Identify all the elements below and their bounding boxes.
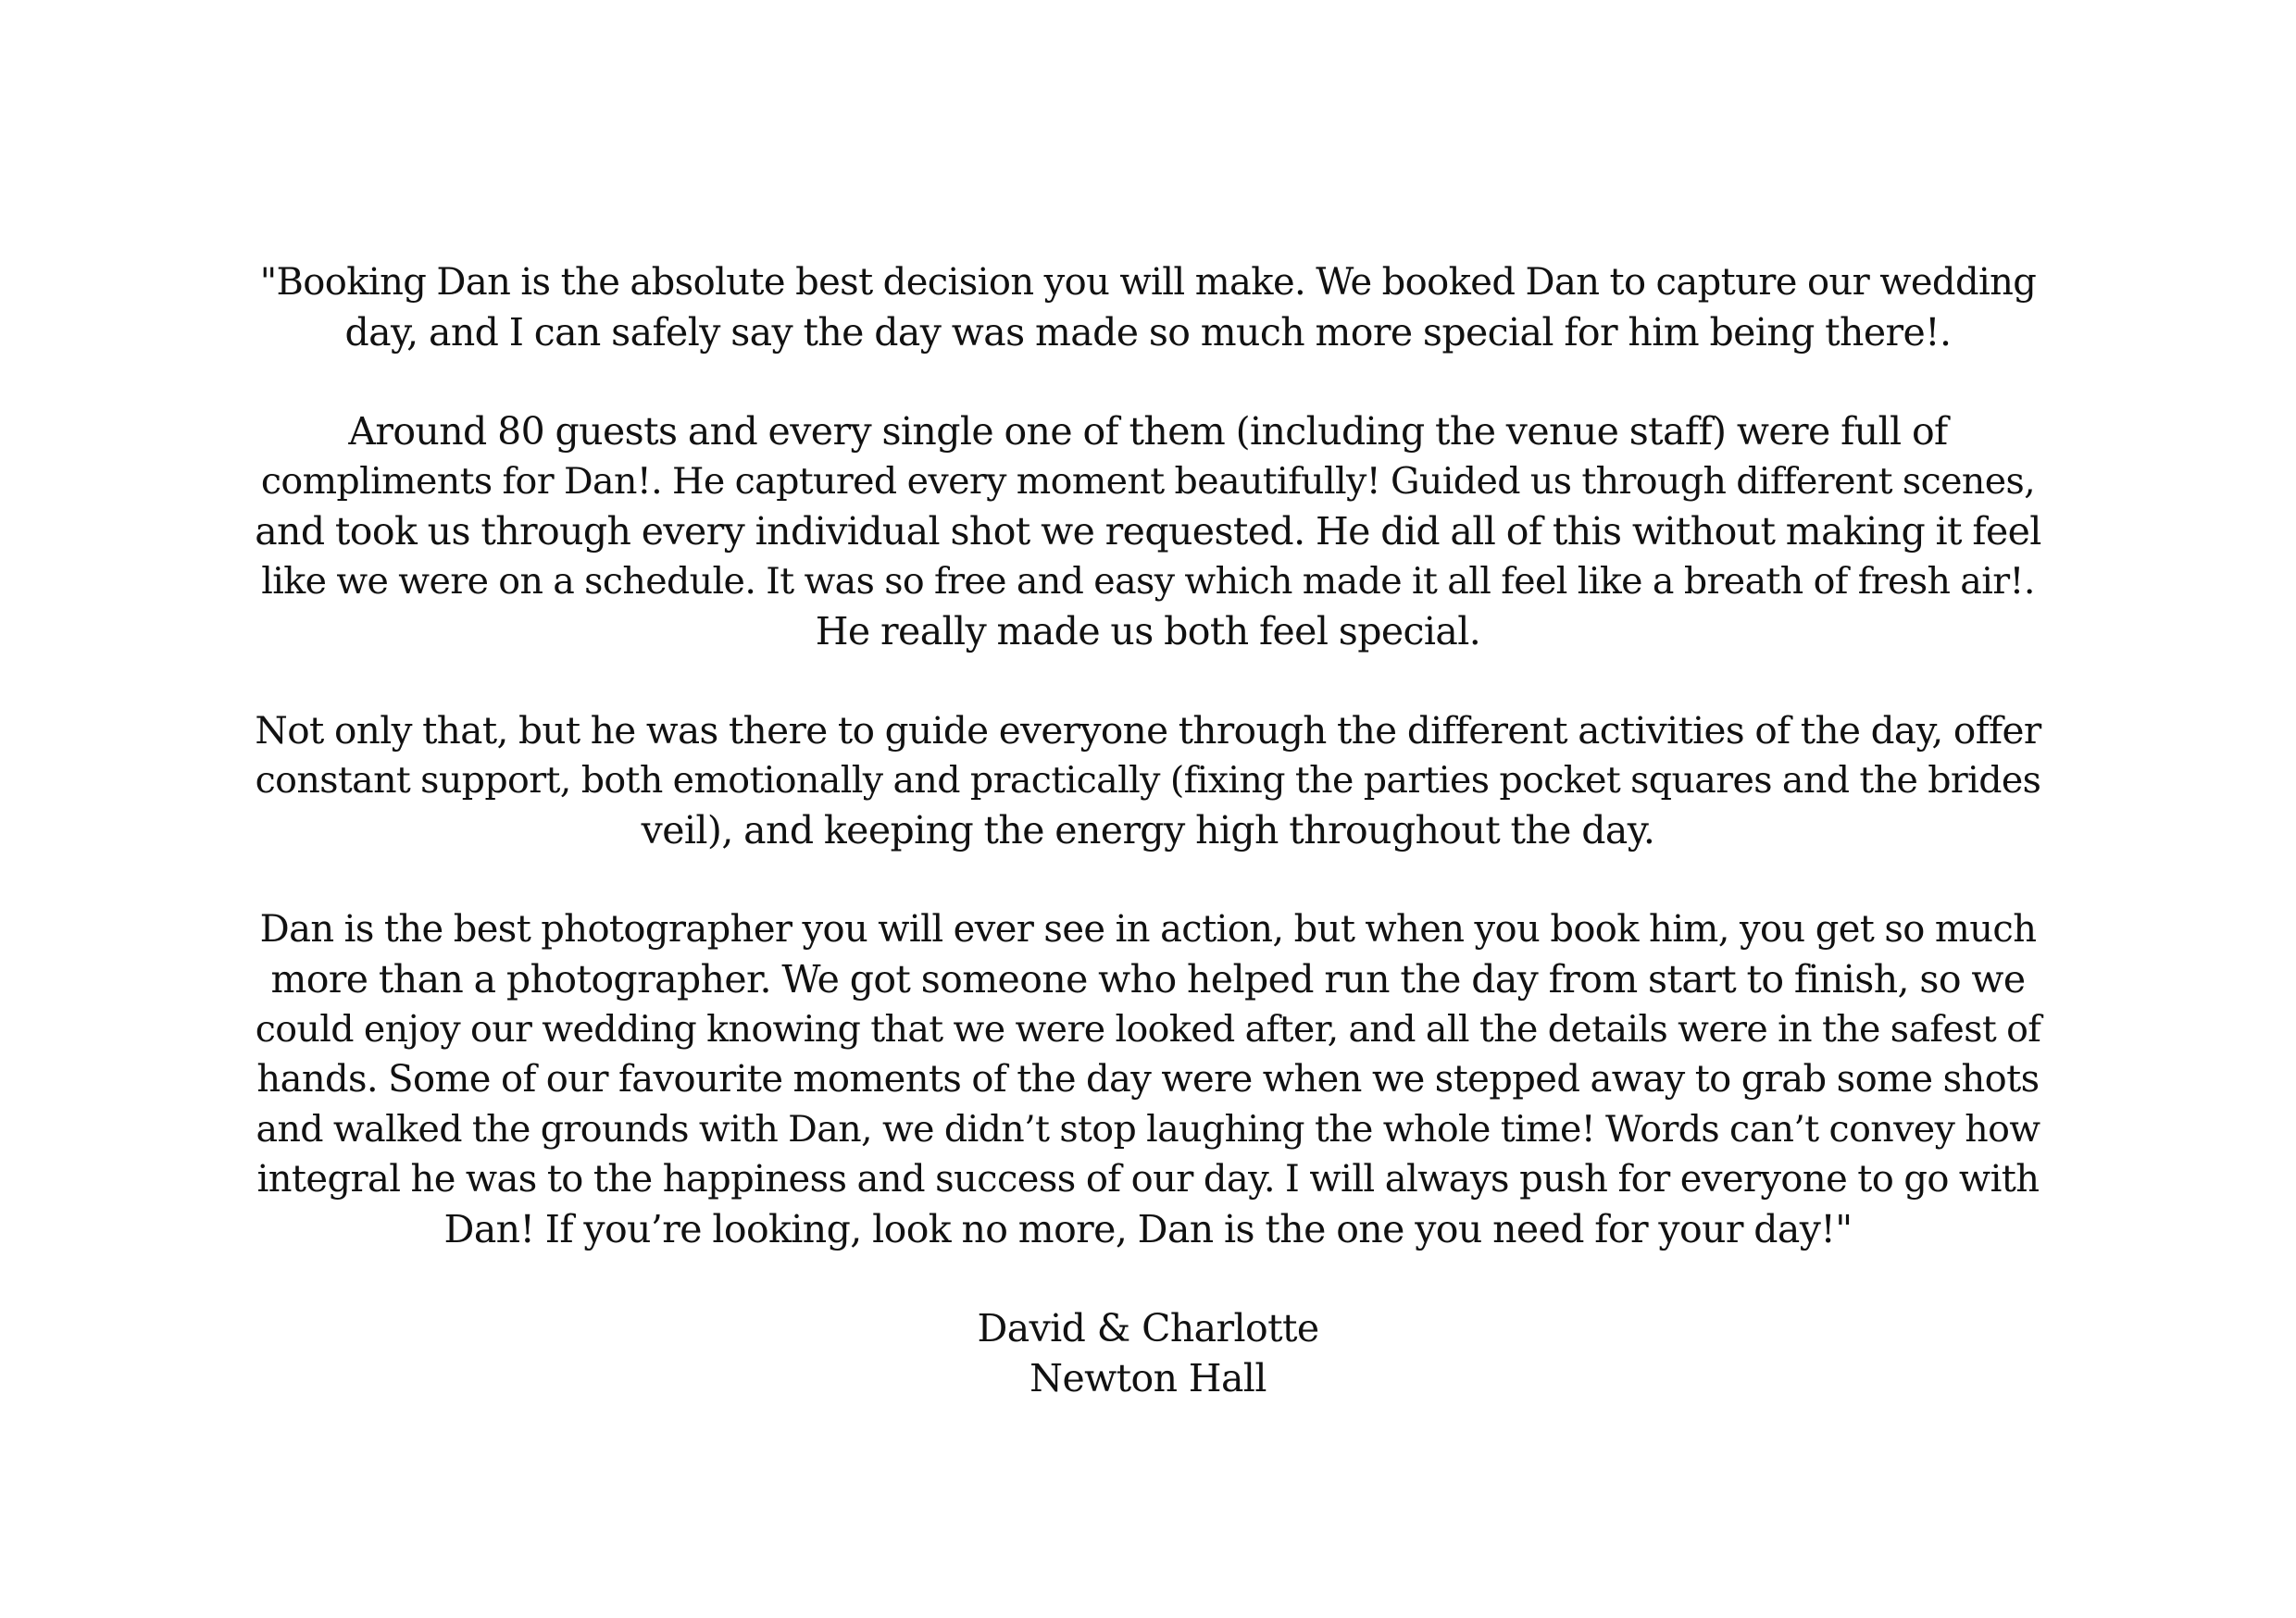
paragraph-line: "Booking Dan is the absolute best decision you will make. We booked Dan to capture our wedding xyxy=(259,261,2037,304)
testimonial-signature xyxy=(250,1303,2046,1403)
signature-names: David & Charlotte xyxy=(977,1306,1319,1350)
testimonial-paragraph-1 xyxy=(250,257,2046,357)
paragraph-line: constant support, both emotionally and practically (fixing the parties pocket squares and the brides xyxy=(255,759,2041,802)
paragraph-line: could enjoy our wedding knowing that we were looked after, and all the details were in the safest of xyxy=(255,1008,2041,1051)
paragraph-line: like we were on a schedule. It was so free and easy which made it all feel like a breath of fresh air!. xyxy=(261,560,2035,603)
paragraph-line: and took us through every individual shot we requested. He did all of this without making it feel xyxy=(255,509,2041,554)
paragraph-line: He really made us both feel special. xyxy=(815,609,1481,653)
paragraph-line: hands. Some of our favourite moments of the day were when we stepped away to grab some shots xyxy=(256,1058,2040,1101)
paragraph-line: more than a photographer. We got someone who helped run the day from start to finish, so we xyxy=(270,957,2026,1002)
testimonial-page xyxy=(250,257,2046,1403)
testimonial-paragraph-3 xyxy=(250,705,2046,855)
paragraph-line: Not only that, but he was there to guide everyone through the different activities of the day, offer xyxy=(255,708,2041,753)
paragraph-line: and walked the grounds with Dan, we didn’t stop laughing the whole time! Words can’t convey how xyxy=(256,1108,2040,1151)
paragraph-line: Dan! If you’re looking, look no more, Dan is the one you need for your day!" xyxy=(443,1207,1853,1251)
testimonial-paragraph-2 xyxy=(250,406,2046,656)
paragraph-line: Around 80 guests and every single one of them (including the venue staff) were full of xyxy=(348,409,1948,454)
testimonial-paragraph-4 xyxy=(250,904,2046,1254)
paragraph-line: integral he was to the happiness and success of our day. I will always push for everyone to go with xyxy=(256,1158,2040,1201)
signature-venue: Newton Hall xyxy=(1029,1356,1267,1400)
paragraph-line: Dan is the best photographer you will ever see in action, but when you book him, you get so much xyxy=(259,908,2037,951)
paragraph-line: compliments for Dan!. He captured every moment beautifully! Guided us through different scenes, xyxy=(260,460,2036,503)
paragraph-line: day, and I can safely say the day was made so much more special for him being there!. xyxy=(344,310,1952,355)
paragraph-line: veil), and keeping the energy high throughout the day. xyxy=(641,808,1655,853)
